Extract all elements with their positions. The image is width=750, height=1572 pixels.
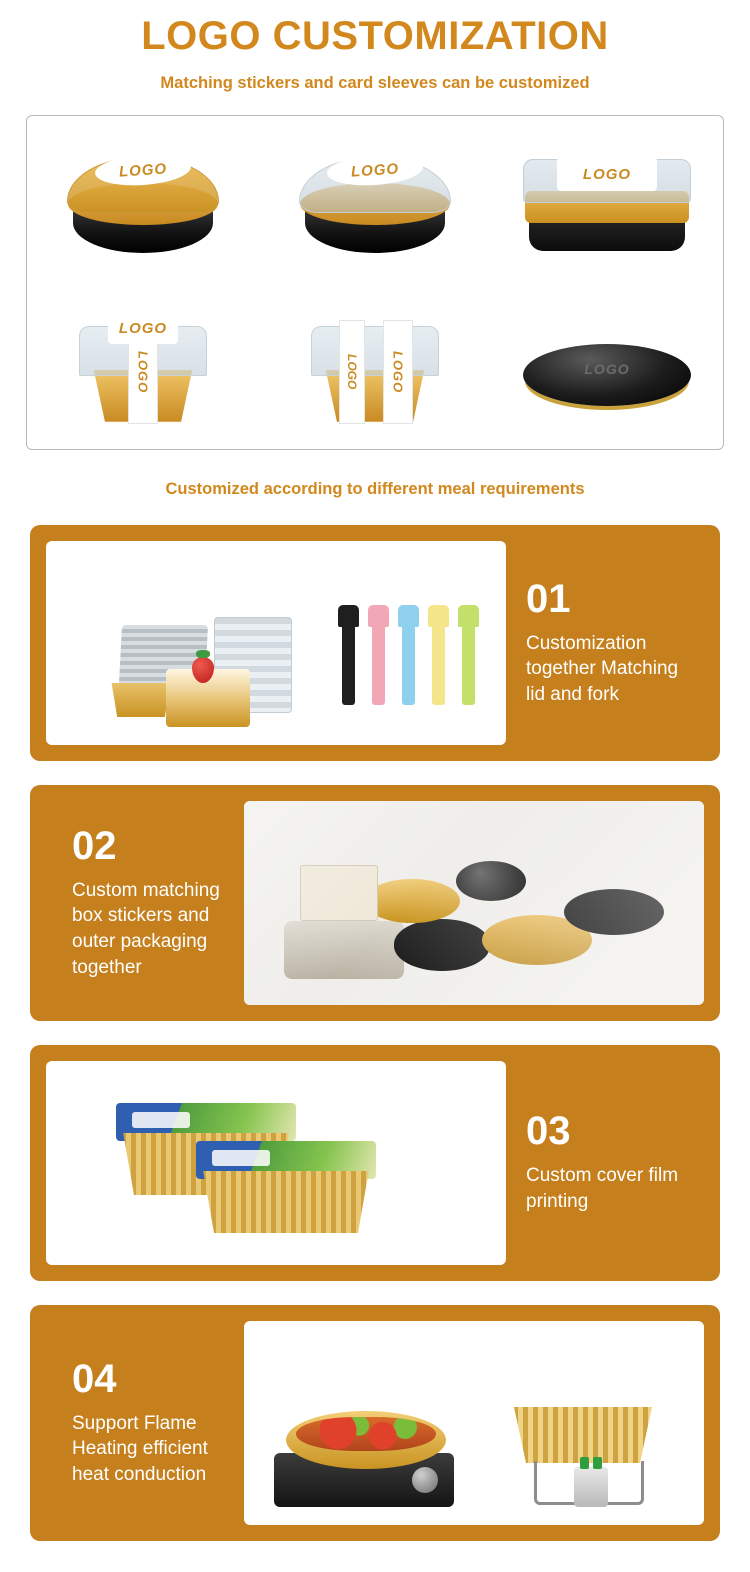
feature-card-03: [30, 1045, 720, 1281]
sealed-tray-front-shape: [196, 1141, 376, 1233]
fork-blue-shape: [402, 619, 415, 705]
logo-sticker-label: LOGO: [326, 152, 424, 189]
feature-description-02: Custom matching box stickers and outer packaging together: [72, 879, 220, 978]
fork-green-shape: [462, 619, 475, 705]
food-in-pan-shape: [296, 1417, 436, 1451]
logo-sticker-label: LOGO: [94, 152, 192, 189]
showcase-row-top: [27, 116, 723, 283]
feature-image-03: [46, 1061, 506, 1265]
feature-number-01: 01: [526, 576, 571, 621]
gold-pan-shape: [286, 1411, 446, 1469]
feature-card-01: [30, 525, 720, 761]
product-square-gold-cup-double-sleeve: [280, 296, 470, 436]
foil-chafing-tray-shape: [508, 1407, 658, 1463]
logo-sticker-label: LOGO: [108, 314, 178, 344]
card-sleeve-vertical-right: [383, 320, 413, 424]
feature-number-03: 03: [526, 1109, 571, 1154]
gold-tray-body-shape: [196, 1171, 376, 1233]
feature-description-03: Custom cover film printing: [526, 1165, 679, 1212]
fork-pink-shape: [372, 619, 385, 705]
feature-description-01: Customization together Matching lid and fork: [526, 632, 679, 705]
fuel-can-shape: [574, 1467, 608, 1507]
cup-clear-lid-shape: [311, 326, 439, 376]
section-heading: Customized according to different meal requirements: [165, 480, 585, 498]
feature-image-02: [244, 801, 704, 1005]
logo-sticker-label: LOGO: [557, 157, 657, 191]
feature-image-04: [244, 1321, 704, 1525]
embossed-logo-text: LOGO: [584, 360, 630, 377]
card-sleeve-vertical-left: [339, 320, 365, 424]
sleeve-logo-text: LOGO: [390, 350, 406, 393]
showcase-row-bottom: [27, 283, 723, 450]
feature-text-01: [520, 576, 704, 708]
product-round-black-lid: [512, 296, 702, 436]
feature-text-03: [520, 1111, 704, 1214]
plastic-wrap-sheen: [244, 801, 704, 1005]
feature-number-04: 04: [72, 1356, 117, 1401]
product-square-gold-cup-sleeve: [48, 296, 238, 436]
feature-card-02: [30, 785, 720, 1021]
feature-description-04: Support Flame Heating efficient heat conduction: [72, 1412, 208, 1485]
product-round-black-bowl-clear-lid: [280, 129, 470, 269]
feature-image-01: [46, 541, 506, 745]
product-showcase-panel: [26, 115, 724, 450]
product-round-black-bowl-gold-lid: [48, 129, 238, 269]
page-title: LOGO CUSTOMIZATION: [141, 14, 609, 58]
feature-text-02: [46, 823, 230, 981]
fork-black-shape: [342, 619, 355, 705]
feature-text-04: [46, 1356, 230, 1488]
sleeve-logo-text: LOGO: [135, 350, 151, 393]
feature-card-04: [30, 1305, 720, 1541]
product-rect-black-tray: [512, 129, 702, 269]
stove-knob-shape: [412, 1467, 438, 1493]
sleeve-logo-text: LOGO: [345, 354, 360, 390]
feature-number-02: 02: [72, 823, 117, 868]
page-subtitle: Matching stickers and card sleeves can be customized: [160, 74, 590, 92]
fork-yellow-shape: [432, 619, 445, 705]
black-lid-shape: [523, 344, 691, 406]
cup-gold-body-shape: [319, 370, 431, 422]
